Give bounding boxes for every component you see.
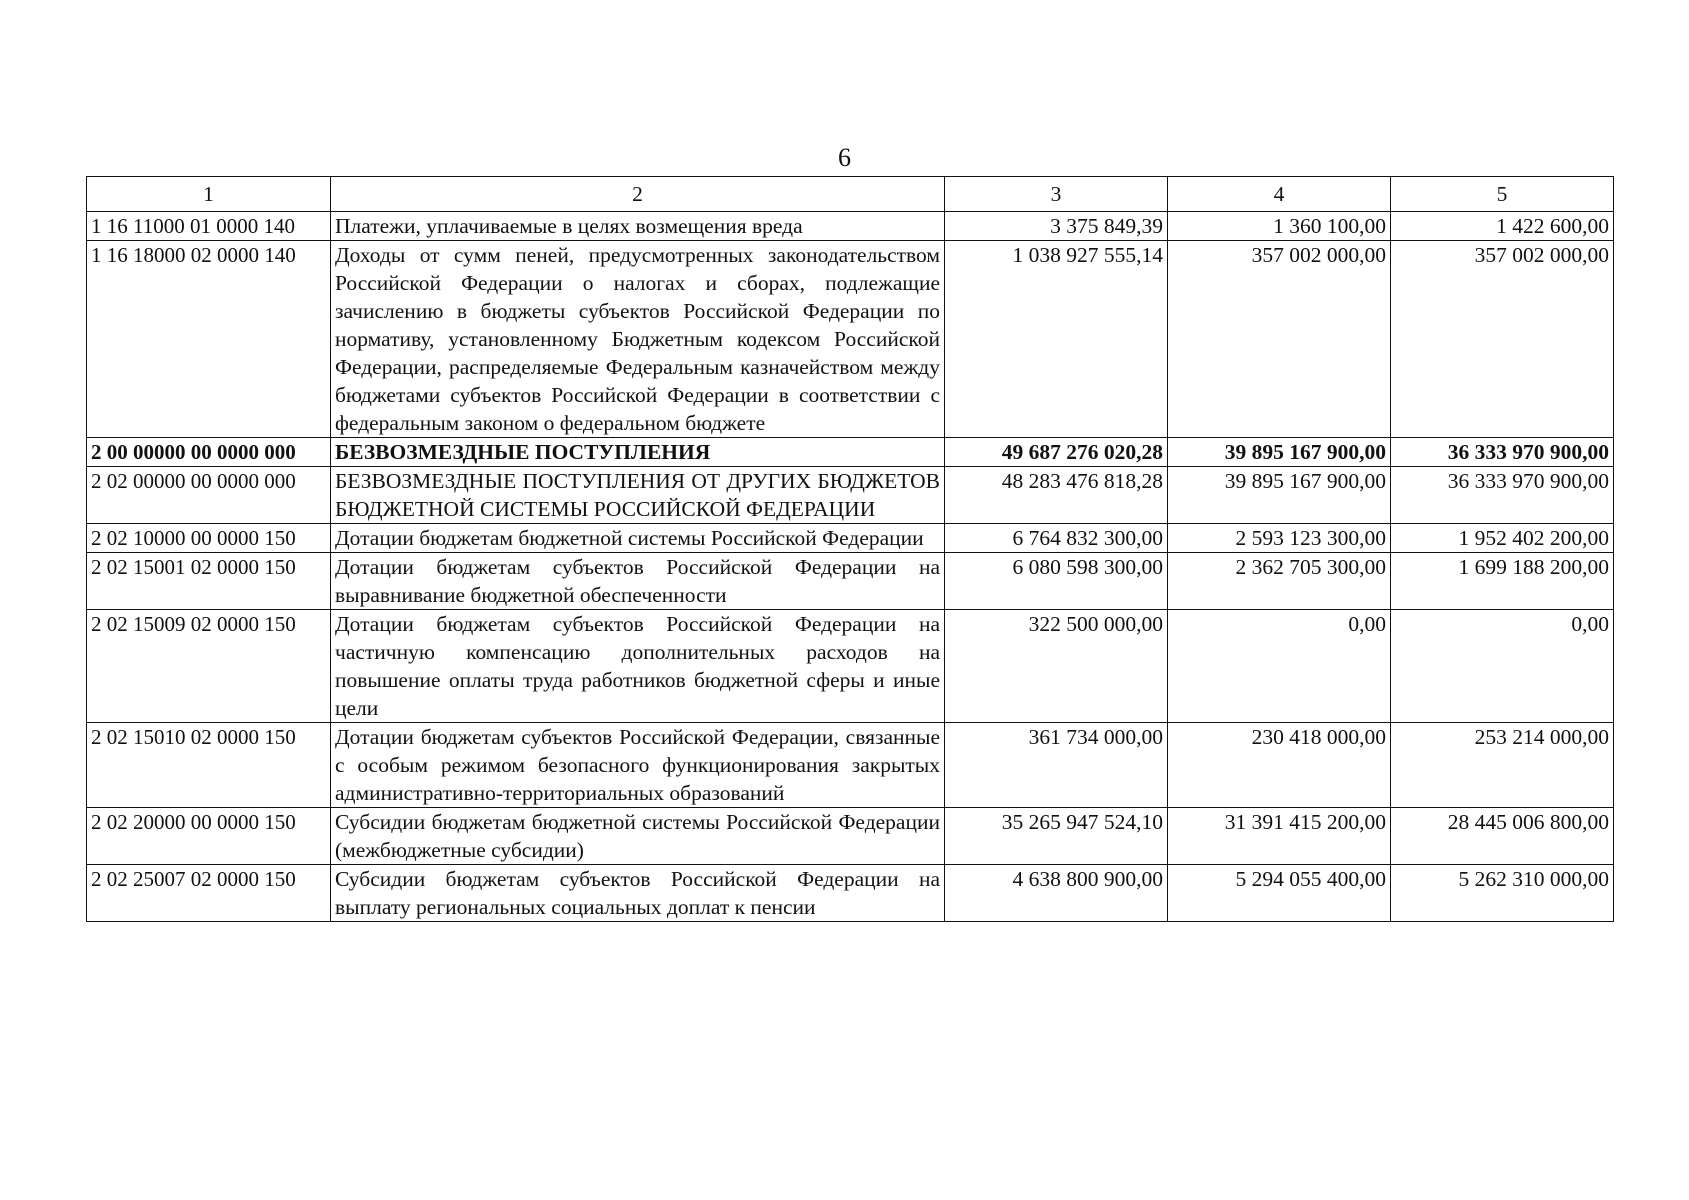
- amount-col3-cell: 48 283 476 818,28: [945, 467, 1168, 524]
- amount-col4-cell: 230 418 000,00: [1168, 723, 1391, 808]
- revenue-name-cell: БЕЗВОЗМЕЗДНЫЕ ПОСТУПЛЕНИЯ ОТ ДРУГИХ БЮДЖЕТОВ БЮДЖЕТНОЙ СИСТЕМЫ РОССИЙСКОЙ ФЕДЕРАЦИИ: [331, 467, 945, 524]
- table-row: [87, 212, 1614, 241]
- budget-code-cell: 2 02 20000 00 0000 150: [87, 808, 331, 865]
- budget-code-cell: 2 02 15009 02 0000 150: [87, 610, 331, 723]
- table-row: [87, 808, 1614, 865]
- revenue-name-cell: Дотации бюджетам субъектов Российской Федерации на частичную компенсацию дополнительных расходов на повышение оплаты труда работников бюджетной сферы и иные цели: [331, 610, 945, 723]
- amount-col4-cell: 1 360 100,00: [1168, 212, 1391, 241]
- budget-code-cell: 2 02 15001 02 0000 150: [87, 553, 331, 610]
- column-header-3: 3: [945, 177, 1168, 212]
- amount-col5-cell: 0,00: [1391, 610, 1614, 723]
- revenue-name-cell: Дотации бюджетам бюджетной системы Российской Федерации: [331, 524, 945, 553]
- budget-code-cell: 2 02 15010 02 0000 150: [87, 723, 331, 808]
- amount-col3-cell: 322 500 000,00: [945, 610, 1168, 723]
- amount-col3-cell: 6 080 598 300,00: [945, 553, 1168, 610]
- amount-col4-cell: 0,00: [1168, 610, 1391, 723]
- revenue-name-cell: Дотации бюджетам субъектов Российской Федерации на выравнивание бюджетной обеспеченности: [331, 553, 945, 610]
- amount-col5-cell: 36 333 970 900,00: [1391, 438, 1614, 467]
- budget-code-cell: 2 00 00000 00 0000 000: [87, 438, 331, 467]
- table-row: [87, 723, 1614, 808]
- amount-col4-cell: 2 593 123 300,00: [1168, 524, 1391, 553]
- budget-code-cell: 2 02 10000 00 0000 150: [87, 524, 331, 553]
- budget-code-cell: 2 02 25007 02 0000 150: [87, 865, 331, 922]
- amount-col3-cell: 3 375 849,39: [945, 212, 1168, 241]
- budget-code-cell: 1 16 18000 02 0000 140: [87, 241, 331, 438]
- amount-col5-cell: 5 262 310 000,00: [1391, 865, 1614, 922]
- table-body: [87, 212, 1614, 922]
- column-header-4: 4: [1168, 177, 1391, 212]
- amount-col5-cell: 28 445 006 800,00: [1391, 808, 1614, 865]
- amount-col3-cell: 6 764 832 300,00: [945, 524, 1168, 553]
- revenue-name-cell: Субсидии бюджетам бюджетной системы Российской Федерации (межбюджетные субсидии): [331, 808, 945, 865]
- column-header-5: 5: [1391, 177, 1614, 212]
- revenue-name-cell: БЕЗВОЗМЕЗДНЫЕ ПОСТУПЛЕНИЯ: [331, 438, 945, 467]
- amount-col4-cell: 39 895 167 900,00: [1168, 438, 1391, 467]
- table-row: [87, 865, 1614, 922]
- amount-col5-cell: 36 333 970 900,00: [1391, 467, 1614, 524]
- amount-col4-cell: 31 391 415 200,00: [1168, 808, 1391, 865]
- table-row: [87, 467, 1614, 524]
- column-header-2: 2: [331, 177, 945, 212]
- table-row: [87, 610, 1614, 723]
- revenue-name-cell: Платежи, уплачиваемые в целях возмещения вреда: [331, 212, 945, 241]
- amount-col3-cell: 35 265 947 524,10: [945, 808, 1168, 865]
- table-row: [87, 524, 1614, 553]
- amount-col5-cell: 1 952 402 200,00: [1391, 524, 1614, 553]
- table-row: [87, 438, 1614, 467]
- amount-col5-cell: 1 422 600,00: [1391, 212, 1614, 241]
- page-number: 6: [838, 143, 851, 172]
- amount-col4-cell: 2 362 705 300,00: [1168, 553, 1391, 610]
- amount-col5-cell: 1 699 188 200,00: [1391, 553, 1614, 610]
- amount-col4-cell: 5 294 055 400,00: [1168, 865, 1391, 922]
- amount-col3-cell: 361 734 000,00: [945, 723, 1168, 808]
- budget-code-cell: 1 16 11000 01 0000 140: [87, 212, 331, 241]
- revenue-name-cell: Субсидии бюджетам субъектов Российской Федерации на выплату региональных социальных доплат к пенсии: [331, 865, 945, 922]
- table-row: [87, 241, 1614, 438]
- revenue-name-cell: Доходы от сумм пеней, предусмотренных законодательством Российской Федерации о налогах и сборах, подлежащие зачислению в бюджеты субъектов Российской Федерации по нормативу, установленному Бюджетным кодексом Российской Федерации, распределяемые Федеральным казначейством между бюджетами субъектов Российской Федерации в соответствии с федеральным законом о федеральном бюджете: [331, 241, 945, 438]
- column-header-1: 1: [87, 177, 331, 212]
- budget-revenue-table: [86, 176, 1614, 922]
- table-row: [87, 553, 1614, 610]
- table-header-row: [87, 177, 1614, 212]
- amount-col3-cell: 1 038 927 555,14: [945, 241, 1168, 438]
- revenue-name-cell: Дотации бюджетам субъектов Российской Федерации, связанные с особым режимом безопасного функционирования закрытых административно-территориальных образований: [331, 723, 945, 808]
- amount-col3-cell: 4 638 800 900,00: [945, 865, 1168, 922]
- amount-col5-cell: 253 214 000,00: [1391, 723, 1614, 808]
- amount-col3-cell: 49 687 276 020,28: [945, 438, 1168, 467]
- budget-code-cell: 2 02 00000 00 0000 000: [87, 467, 331, 524]
- amount-col4-cell: 39 895 167 900,00: [1168, 467, 1391, 524]
- amount-col4-cell: 357 002 000,00: [1168, 241, 1391, 438]
- amount-col5-cell: 357 002 000,00: [1391, 241, 1614, 438]
